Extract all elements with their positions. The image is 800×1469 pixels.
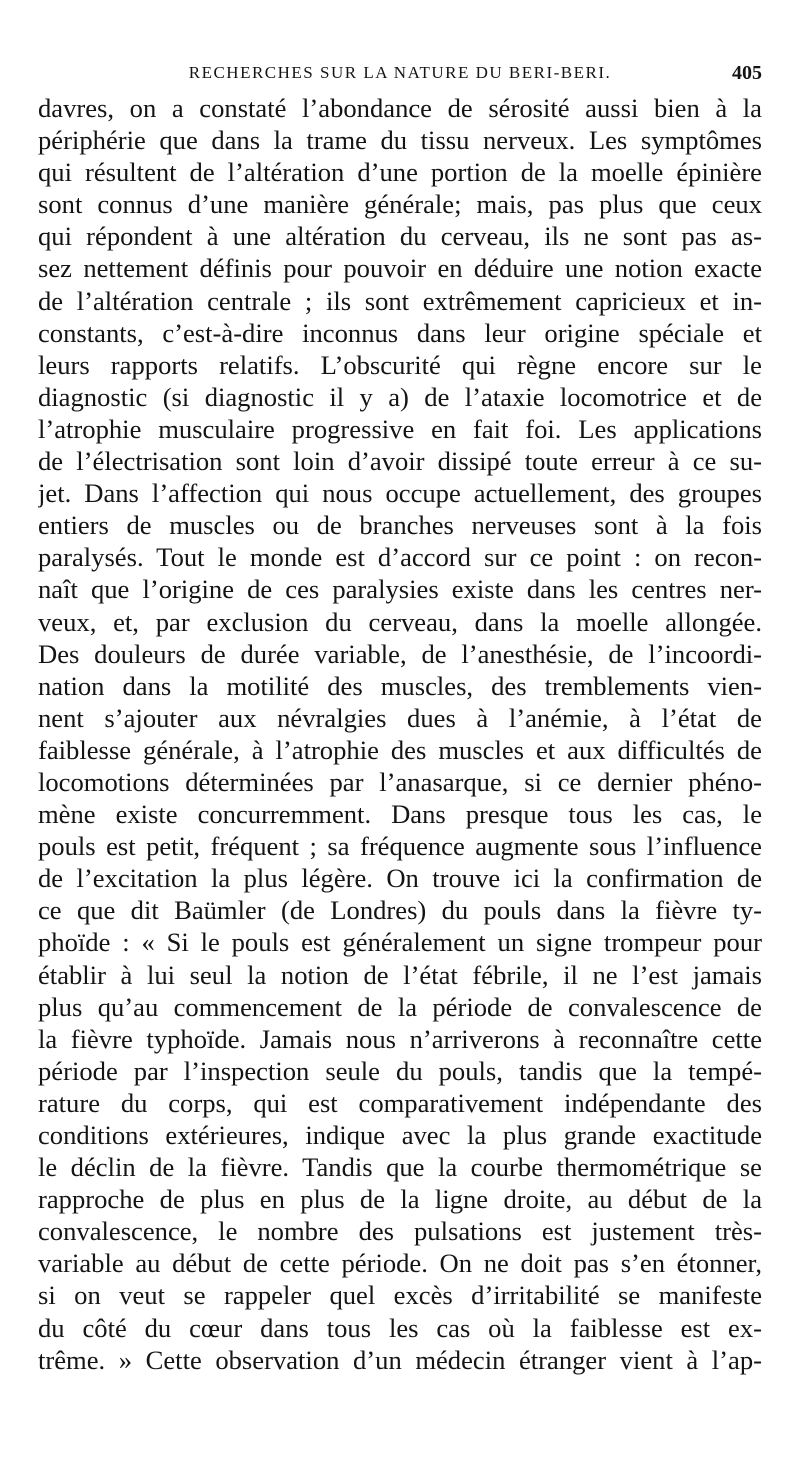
text-line: veux, et, par exclusion du cerveau, dans la moelle allongée. xyxy=(38,606,762,637)
text-line: diagnostic (si diagnostic il y a) de l’ataxie locomotrice et de xyxy=(38,381,762,412)
text-line: davres, on a constaté l’abondance de sérosité aussi bien à la xyxy=(38,93,762,123)
text-line: de l’altération centrale ; ils sont extrêmement capricieux et in- xyxy=(38,285,762,316)
text-line: si on veut se rappeler quel excès d’irritabilité se manifeste xyxy=(38,1280,762,1311)
text-line: qui résultent de l’altération d’une portion de la moelle épinière xyxy=(38,157,762,188)
text-line: rapproche de plus en plus de la ligne droite, au début de la xyxy=(38,1184,762,1215)
text-line: établir à lui seul la notion de l’état fébrile, il ne l’est jamais xyxy=(38,959,762,990)
text-line: convalescence, le nombre des pulsations est justement très- xyxy=(38,1216,762,1247)
page-number: 405 xyxy=(732,62,762,84)
running-title: RECHERCHES SUR LA NATURE DU BERI-BERI. xyxy=(188,63,612,82)
text-line: entiers de muscles ou de branches nerveuses sont à la fois xyxy=(38,510,762,541)
text-line: du côté du cœur dans tous les cas où la faiblesse est ex- xyxy=(38,1312,762,1343)
text-line: mène existe concurremment. Dans presque tous les cas, le xyxy=(38,799,762,830)
text-line: Des douleurs de durée variable, de l’anesthésie, de l’incoordi- xyxy=(38,638,762,669)
text-line: constants, c’est-à-dire inconnus dans leur origine spéciale et xyxy=(38,317,762,348)
text-line: période par l’inspection seule du pouls, tandis que la tempé- xyxy=(38,1055,762,1086)
text-line: jet. Dans l’affection qui nous occupe actuellement, des groupes xyxy=(38,478,762,509)
text-line: le déclin de la fièvre. Tandis que la courbe thermométrique se xyxy=(38,1152,762,1183)
text-line: phoïde : « Si le pouls est généralement un signe trompeur pour xyxy=(38,927,762,958)
text-line: nation dans la motilité des muscles, des tremblements vien- xyxy=(38,670,762,701)
text-line: sont connus d’une manière générale; mais, pas plus que ceux xyxy=(38,189,762,220)
text-line: ce que dit Baümler (de Londres) du pouls dans la fièvre ty- xyxy=(38,895,762,926)
text-line: de l’excitation la plus légère. On trouve ici la confirmation de xyxy=(38,863,762,894)
text-line: plus qu’au commencement de la période de convalescence de xyxy=(38,991,762,1022)
text-line: faiblesse générale, à l’atrophie des muscles et aux difficultés de xyxy=(38,734,762,765)
body-text xyxy=(38,92,762,1376)
text-line: locomotions déterminées par l’anasarque, si ce dernier phéno- xyxy=(38,766,762,797)
text-line: conditions extérieures, indique avec la plus grande exactitude xyxy=(38,1120,762,1150)
text-line: leurs rapports relatifs. L’obscurité qui règne encore sur le xyxy=(38,349,762,380)
text-line: trême. » Cette observation d’un médecin étranger vient à l’ap- xyxy=(38,1344,762,1375)
text-line: sez nettement définis pour pouvoir en déduire une notion exacte xyxy=(38,253,762,284)
text-line: naît que l’origine de ces paralysies existe dans les centres ner- xyxy=(38,574,762,605)
text-line: pouls est petit, fréquent ; sa fréquence augmente sous l’influence xyxy=(38,831,762,862)
text-line: qui répondent à une altération du cerveau, ils ne sont pas as- xyxy=(38,221,762,252)
text-line: rature du corps, qui est comparativement indépendante des xyxy=(38,1087,762,1118)
text-line: nent s’ajouter aux névralgies dues à l’anémie, à l’état de xyxy=(38,702,762,733)
running-head xyxy=(38,60,762,86)
text-line: l’atrophie musculaire progressive en fait foi. Les applications xyxy=(38,413,762,444)
text-line: variable au début de cette période. On ne doit pas s’en étonner, xyxy=(38,1248,762,1279)
text-line: paralysés. Tout le monde est d’accord sur ce point : on recon- xyxy=(38,542,762,573)
text-line: de l’électrisation sont loin d’avoir dissipé toute erreur à ce su- xyxy=(38,446,762,477)
text-line: la fièvre typhoïde. Jamais nous n’arriverons à reconnaître cette xyxy=(38,1023,762,1054)
text-line: périphérie que dans la trame du tissu nerveux. Les symptômes xyxy=(38,125,762,156)
